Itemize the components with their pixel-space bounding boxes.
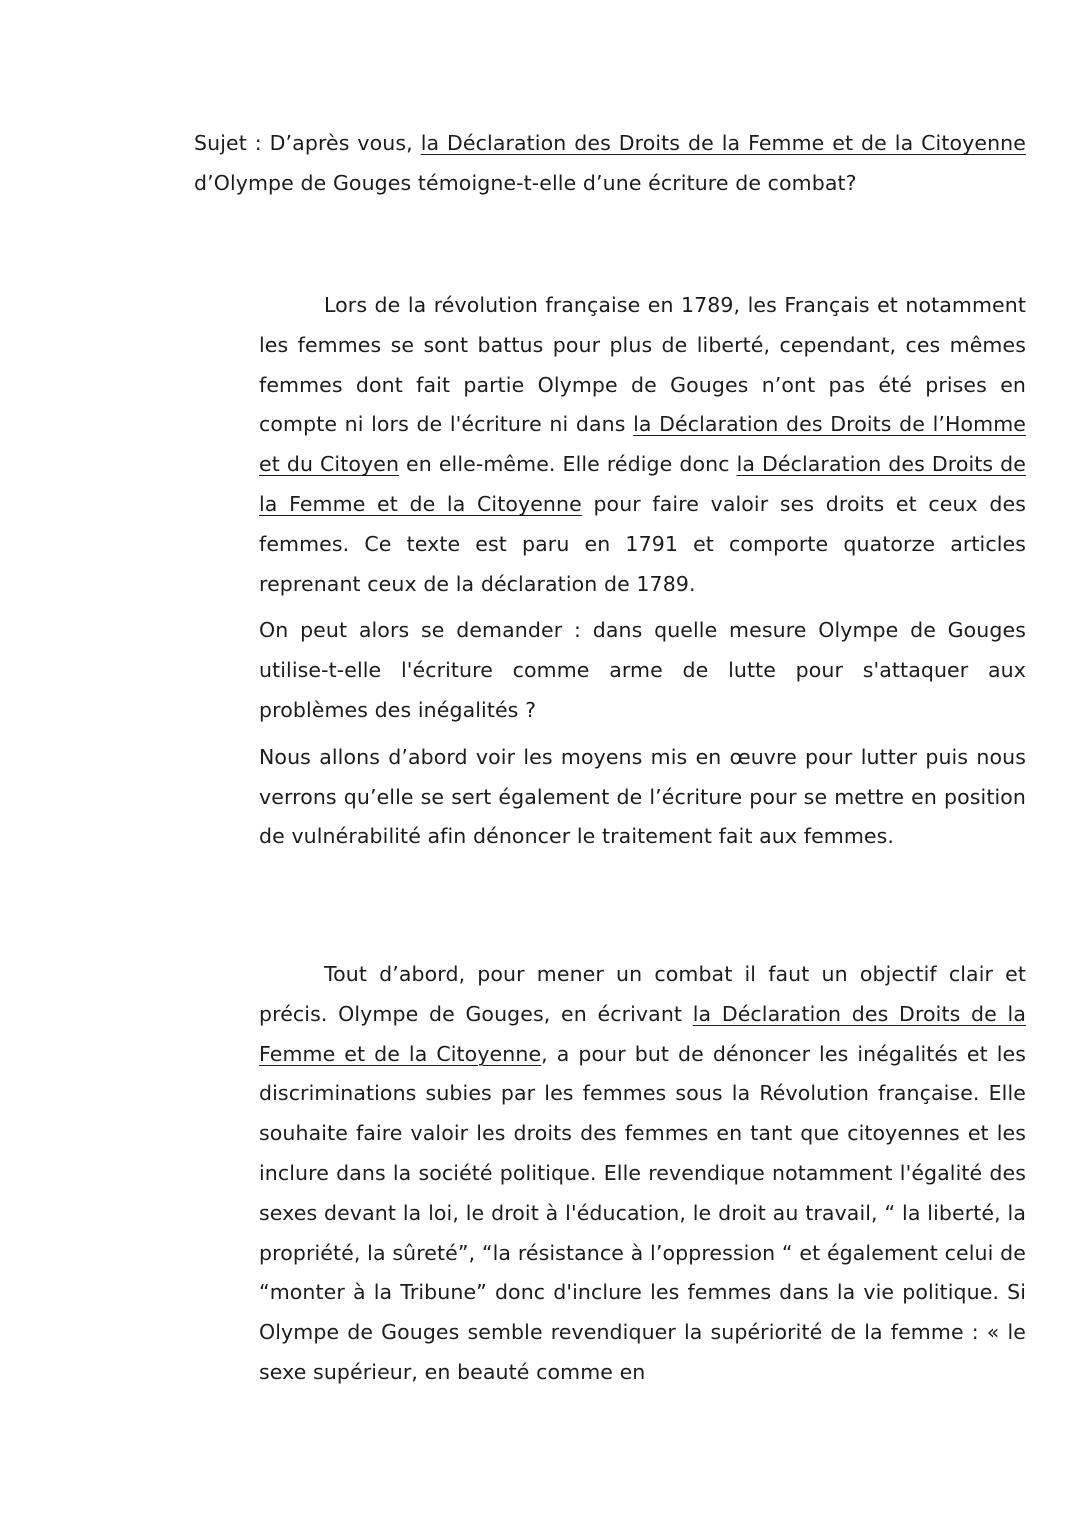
subject-prefix: Sujet : D’après vous, bbox=[194, 131, 421, 155]
intro-p1-text-c: pour faire valoir ses droits et ceux des femmes. Ce texte est paru en 1791 et comporte quatorze articles reprenant ceux de la déclaration de 1789. bbox=[259, 491, 1026, 596]
intro-p1-text-a: Lors de la révolution française en 1789, les Français et notamment les femmes se sont battus pour plus de liberté, cependant, ces mêmes femmes dont fait partie Olympe de Gouges n’ont pas été prises en compte ni lors de l'écriture ni dans bbox=[259, 293, 1026, 437]
subject-suffix: d’Olympe de Gouges témoigne-t-elle d’une écriture de combat? bbox=[194, 171, 857, 195]
part1-text-b: , a pour but de dénoncer les inégalités et les discriminations subies par les femmes sous la Révolution française. Elle souhaite faire valoir les droits des femmes en tant que citoyennes et les inclure dans la société politique. Elle revendique notamment l'égalité des sexes devant la loi, le droit à l'éducation, le droit au travail, “ la liberté, la propriété, la sûreté”, “la résistance à l’oppression “ et également celui de “monter à la Tribune” donc d'inclure les femmes dans la vie politique. Si Olympe de Gouges semble revendiquer la supériorité de la femme : « le sexe supérieur, en beauté comme en bbox=[259, 1041, 1026, 1384]
introduction bbox=[259, 286, 1026, 857]
intro-plan: Nous allons d’abord voir les moyens mis en œuvre pour lutter puis nous verrons qu’elle se sert également de l’écriture pour se mettre en position de vulnérabilité afin dénoncer le traitement fait aux femmes. bbox=[259, 744, 1026, 849]
ddfc-title: la Déclaration des Droits de la Femme et de la Citoyenne bbox=[259, 452, 1026, 516]
part1-paragraph bbox=[259, 955, 1026, 1393]
ddhc-title: la Déclaration des Droits de l’Homme et du Citoyen bbox=[259, 412, 1026, 477]
intro-paragraph-1 bbox=[259, 286, 1026, 604]
subject-title-link: la Déclaration des Droits de la Femme et de la Citoyenne bbox=[420, 131, 1026, 155]
intro-p1-text-b: en elle-même. Elle rédige donc bbox=[399, 452, 737, 477]
intro-problematic: On peut alors se demander : dans quelle mesure Olympe de Gouges utilise-t-elle l'écriture comme arme de lutte pour s'attaquer aux problèmes des inégalités ? bbox=[259, 618, 1026, 722]
part-one bbox=[259, 955, 1026, 1393]
part1-text-a: Tout d’abord, pour mener un combat il faut un objectif clair et précis. Olympe de Gouges, en écrivant bbox=[259, 962, 1026, 1026]
essay-subject bbox=[194, 123, 1026, 203]
part1-ddfc-title: la Déclaration des Droits de la Femme et de la Citoyenne bbox=[259, 1001, 1026, 1066]
